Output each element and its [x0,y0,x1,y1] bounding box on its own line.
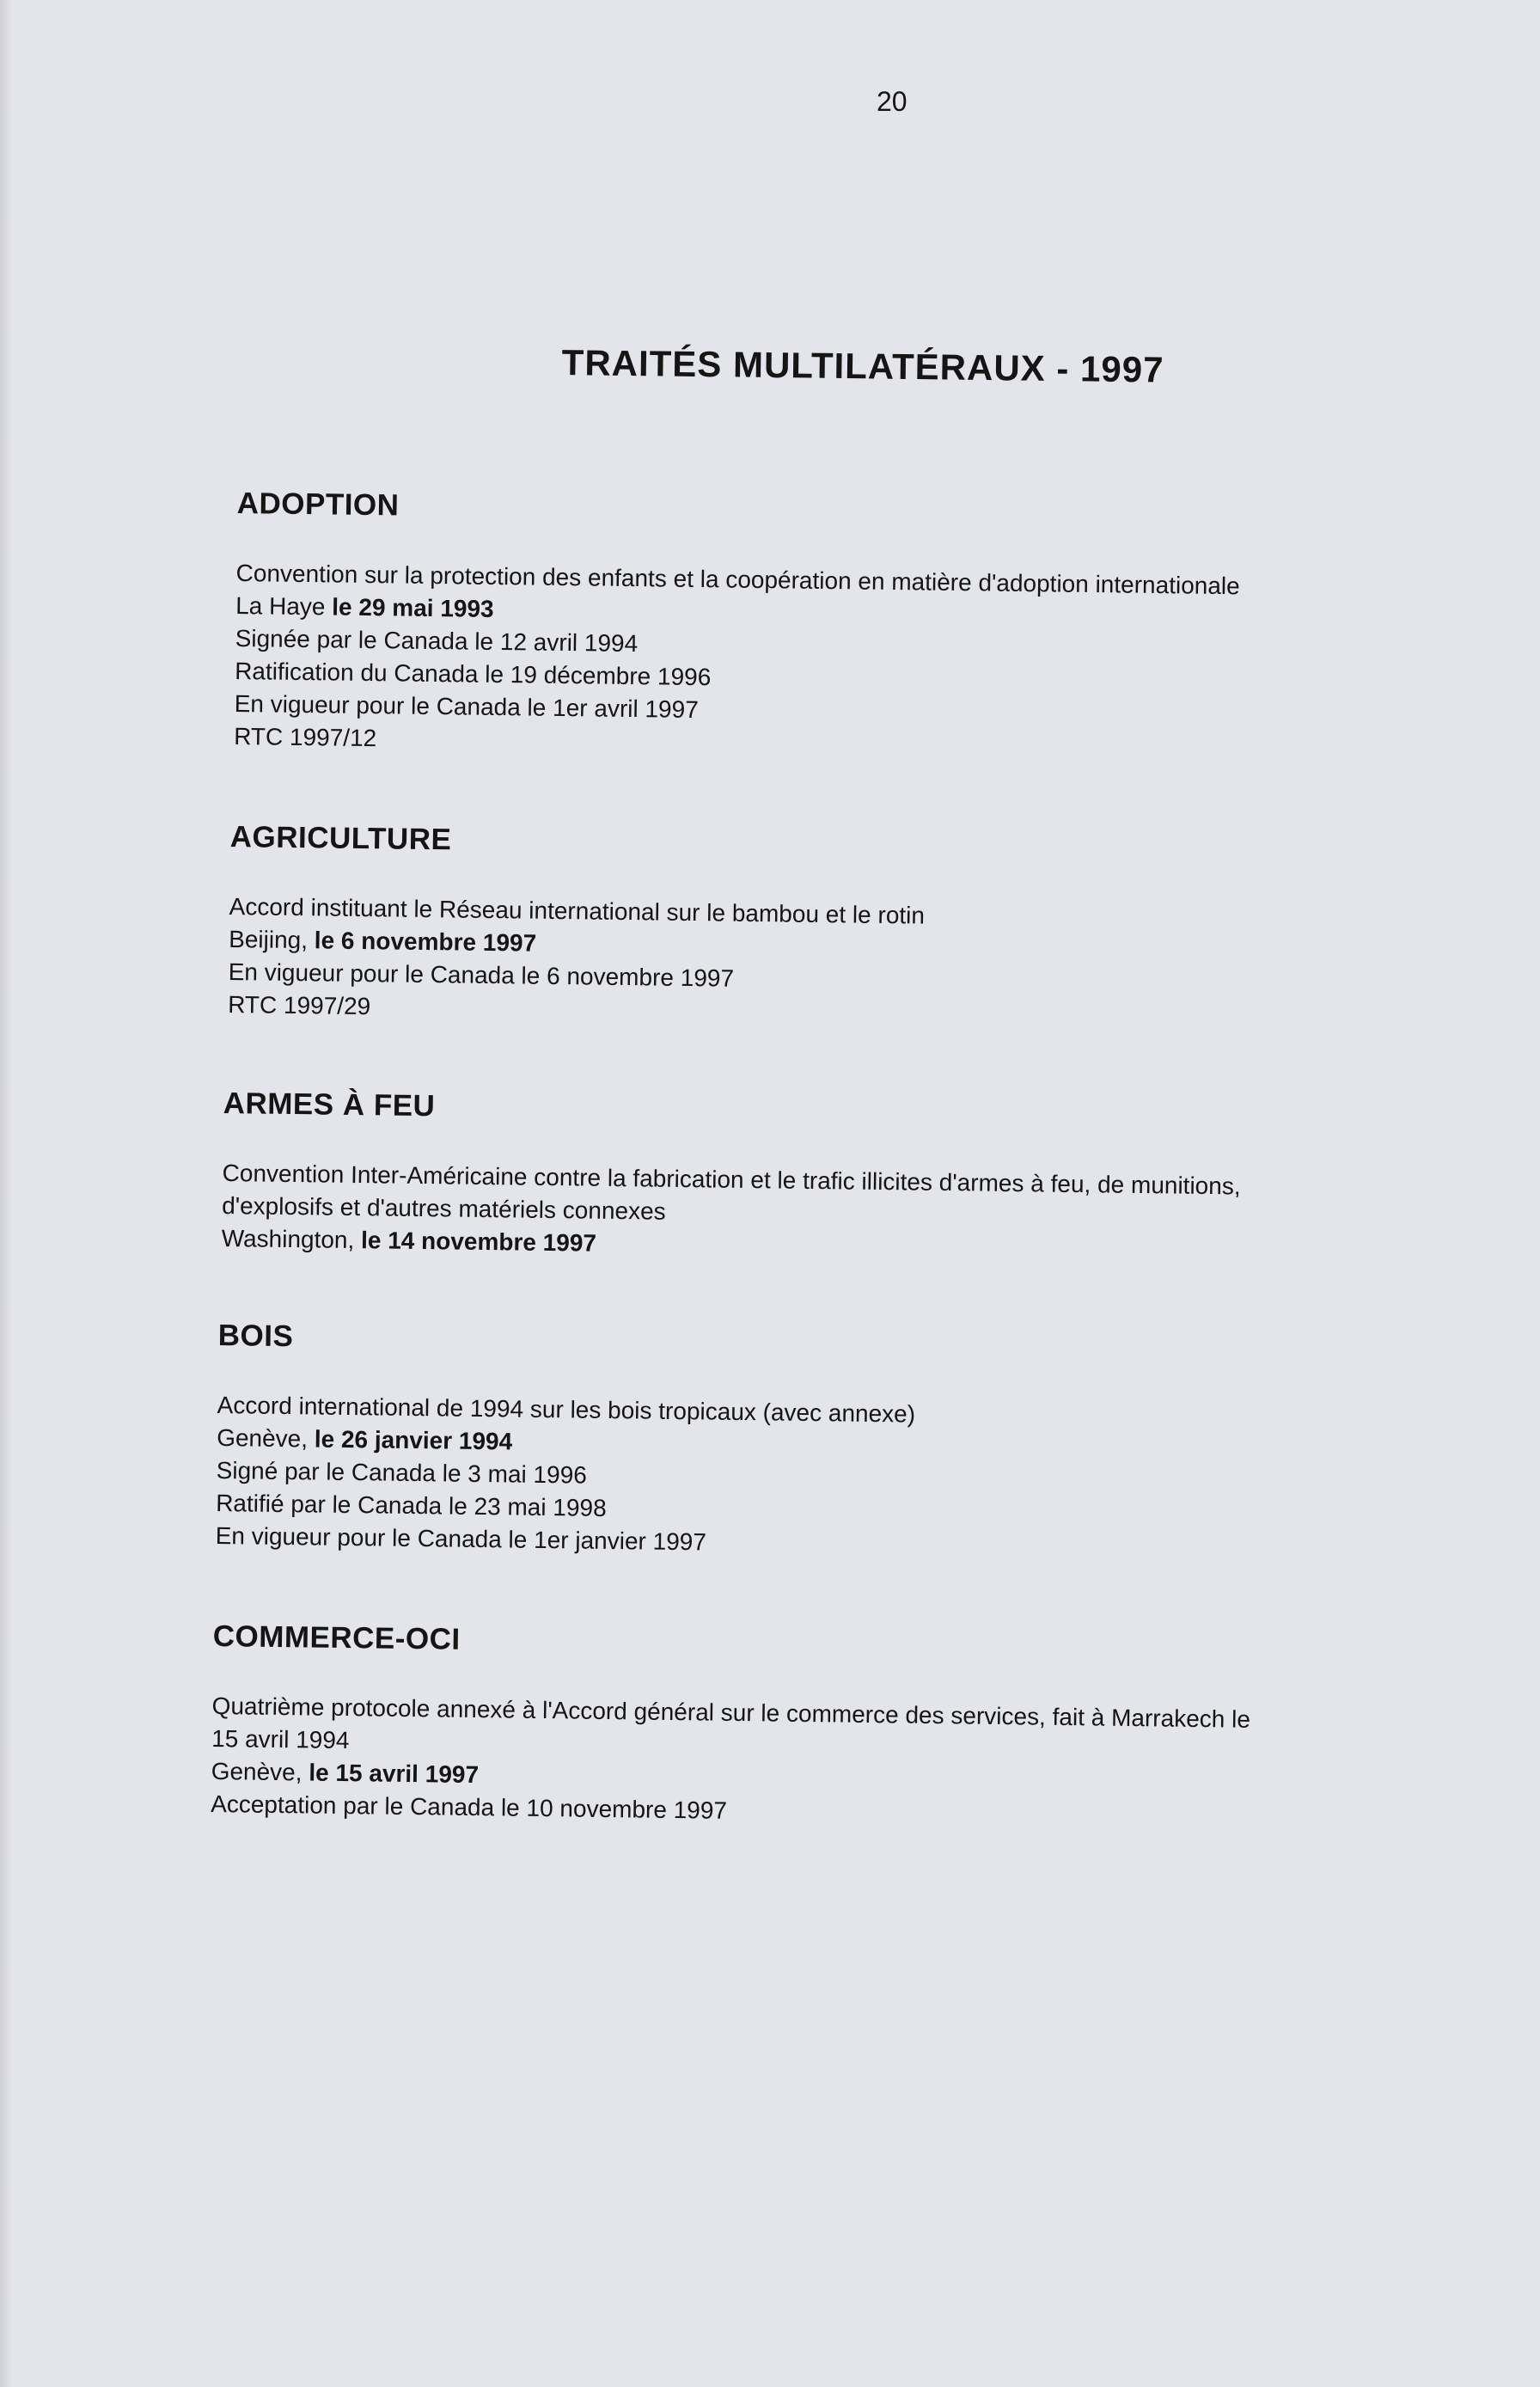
text-line: Signée par le Canada le 12 avril 1994 [235,624,639,658]
section-armes-a-feu [221,1086,1241,1268]
section-lines [234,557,1240,766]
text-line: Signé par le Canada le 3 mai 1996 [216,1456,588,1489]
text-line: Convention Inter-Américaine contre la fabrication et le trafic illicites d'armes à feu, de munitions, [222,1159,1241,1200]
page-number: 20 [877,86,908,117]
section-commerce-oci [211,1619,1251,1834]
page-edge [0,0,12,2387]
section-lines [211,1690,1250,1834]
text-line: RTC 1997/29 [227,990,371,1020]
section-heading: ADOPTION [236,487,400,523]
text-line: Accord instituant le Réseau international sur le bambou et le rotin [229,892,926,929]
text-line: d'explosifs et d'autres matériels connexes [221,1191,666,1225]
text-line: En vigueur pour le Canada le 6 novembre 1997 [228,958,735,992]
text-line: 15 avril 1994 [211,1724,350,1754]
page-title: TRAITÉS MULTILATÉRAUX - 1997 [561,342,1164,390]
section-bois [215,1319,916,1562]
section-heading: ARMES À FEU [223,1086,436,1123]
text-line: RTC 1997/12 [233,722,377,752]
section-agriculture [228,820,926,1031]
text-line: En vigueur pour le Canada le 1er janvier 1997 [215,1521,707,1556]
section-lines [228,891,925,1031]
text-line: Acceptation par le Canada le 10 novembre 1997 [210,1790,728,1824]
text-line: Quatrième protocole annexé à l'Accord général sur le commerce des services, fait à Marrakech le [211,1692,1251,1733]
text-line: En vigueur pour le Canada le 1er avril 1997 [234,689,699,724]
text-line: Beijing, le 6 novembre 1997 [228,925,537,957]
text-line: Ratification du Canada le 19 décembre 1996 [234,657,712,691]
section-lines [215,1389,915,1562]
text-line: Convention sur la protection des enfants et la coopération en matière d'adoption internationale [235,559,1240,600]
section-heading: COMMERCE-OCI [212,1619,461,1656]
section-heading: BOIS [217,1319,294,1354]
section-heading: AGRICULTURE [229,820,452,857]
text-line: Accord international de 1994 sur les bois tropicaux (avec annexe) [217,1391,916,1428]
text-line: Ratifié par le Canada le 23 mai 1998 [215,1489,607,1521]
text-line: La Haye le 29 mai 1993 [235,591,494,622]
section-adoption [234,487,1241,766]
text-line: Genève, le 26 janvier 1994 [216,1423,513,1455]
section-lines [221,1157,1240,1269]
text-line: Genève, le 15 avril 1997 [211,1757,480,1789]
text-line: Washington, le 14 novembre 1997 [221,1224,597,1257]
